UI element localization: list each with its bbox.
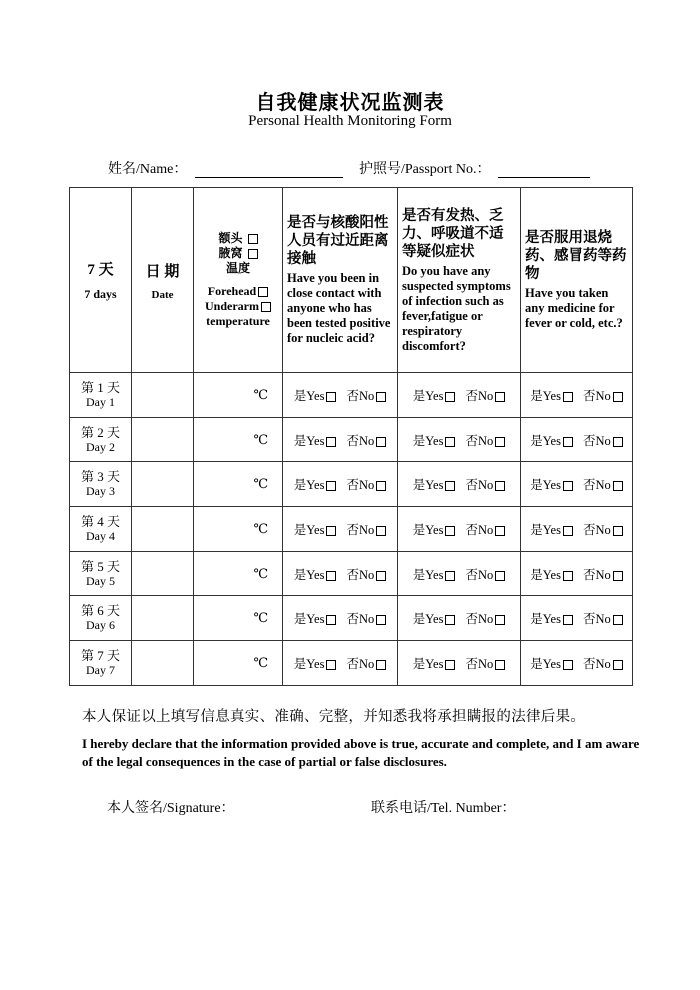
answer-medicine: 是Yes 否No: [521, 596, 633, 641]
date-cell[interactable]: [132, 641, 194, 686]
temperature-cell[interactable]: [194, 551, 283, 596]
no-checkbox[interactable]: [495, 526, 505, 536]
answer-contact: 是Yes 否No: [283, 417, 398, 462]
table-row: [70, 373, 633, 418]
yes-checkbox[interactable]: [445, 392, 455, 402]
no-checkbox[interactable]: [376, 392, 386, 402]
tel-label: 联系电话/Tel. Number：: [371, 801, 516, 816]
yes-checkbox[interactable]: [563, 660, 573, 670]
celsius-unit: ℃: [253, 610, 268, 626]
no-checkbox[interactable]: [613, 571, 623, 581]
date-cell[interactable]: [132, 462, 194, 507]
passport-label: 护照号/Passport No.：: [359, 162, 491, 177]
answer-contact: 是Yes 否No: [283, 596, 398, 641]
table-row: [70, 462, 633, 507]
day-label: 第 3 天 Day 3: [70, 462, 132, 507]
answer-medicine: 是Yes 否No: [521, 507, 633, 552]
yes-checkbox[interactable]: [563, 571, 573, 581]
header-temperature: 额头 腋窝 温度 Forehead Underarm temperature: [194, 188, 283, 373]
no-checkbox[interactable]: [613, 526, 623, 536]
table-row: [70, 596, 633, 641]
header-question-contact: 是否与核酸阳性人员有过近距离接触 Have you been in close contact with anyone who has been tested positive for nucleic acid?: [283, 188, 398, 373]
date-cell[interactable]: [132, 596, 194, 641]
underarm-checkbox-cn[interactable]: [248, 249, 258, 259]
table-row: [70, 641, 633, 686]
no-checkbox[interactable]: [495, 615, 505, 625]
answer-symptoms: 是Yes 否No: [398, 417, 521, 462]
no-checkbox[interactable]: [376, 481, 386, 491]
declaration-cn: 本人保证以上填写信息真实、准确、完整，并知悉我将承担瞒报的法律后果。: [82, 709, 586, 725]
header-question-medicine: 是否服用退烧药、感冒药等药物 Have you taken any medicine for fever or cold, etc.?: [521, 188, 633, 373]
answer-symptoms: 是Yes 否No: [398, 462, 521, 507]
day-label: 第 6 天 Day 6: [70, 596, 132, 641]
yes-checkbox[interactable]: [326, 437, 336, 447]
day-label: 第 2 天 Day 2: [70, 417, 132, 462]
date-cell[interactable]: [132, 373, 194, 418]
answer-contact: 是Yes 否No: [283, 641, 398, 686]
no-checkbox[interactable]: [376, 615, 386, 625]
yes-checkbox[interactable]: [445, 615, 455, 625]
answer-medicine: 是Yes 否No: [521, 373, 633, 418]
yes-checkbox[interactable]: [563, 392, 573, 402]
forehead-checkbox[interactable]: [258, 287, 268, 297]
temperature-cell[interactable]: [194, 596, 283, 641]
no-checkbox[interactable]: [613, 392, 623, 402]
day-label: 第 5 天 Day 5: [70, 551, 132, 596]
no-checkbox[interactable]: [495, 437, 505, 447]
celsius-unit: ℃: [253, 565, 268, 581]
no-checkbox[interactable]: [613, 437, 623, 447]
answer-symptoms: 是Yes 否No: [398, 641, 521, 686]
no-checkbox[interactable]: [495, 481, 505, 491]
passport-field: [359, 158, 590, 178]
temperature-cell[interactable]: [194, 507, 283, 552]
name-label: 姓名/Name：: [108, 162, 188, 177]
table-header-row: [70, 188, 633, 373]
yes-checkbox[interactable]: [326, 392, 336, 402]
no-checkbox[interactable]: [495, 660, 505, 670]
yes-checkbox[interactable]: [445, 437, 455, 447]
answer-medicine: 是Yes 否No: [521, 417, 633, 462]
answer-contact: 是Yes 否No: [283, 551, 398, 596]
day-label: 第 1 天 Day 1: [70, 373, 132, 418]
passport-input-line[interactable]: [498, 163, 590, 178]
answer-contact: 是Yes 否No: [283, 462, 398, 507]
celsius-unit: ℃: [253, 431, 268, 447]
celsius-unit: ℃: [253, 520, 268, 536]
date-cell[interactable]: [132, 507, 194, 552]
date-cell[interactable]: [132, 417, 194, 462]
temperature-cell[interactable]: [194, 373, 283, 418]
answer-symptoms: 是Yes 否No: [398, 551, 521, 596]
answer-symptoms: 是Yes 否No: [398, 373, 521, 418]
name-input-line[interactable]: [195, 163, 343, 178]
yes-checkbox[interactable]: [326, 571, 336, 581]
no-checkbox[interactable]: [376, 660, 386, 670]
day-label: 第 7 天 Day 7: [70, 641, 132, 686]
no-checkbox[interactable]: [376, 437, 386, 447]
no-checkbox[interactable]: [495, 571, 505, 581]
answer-medicine: 是Yes 否No: [521, 641, 633, 686]
answer-symptoms: 是Yes 否No: [398, 596, 521, 641]
forehead-checkbox-cn[interactable]: [248, 234, 258, 244]
answer-contact: 是Yes 否No: [283, 373, 398, 418]
table-row: [70, 417, 633, 462]
temperature-cell[interactable]: [194, 417, 283, 462]
yes-checkbox[interactable]: [563, 437, 573, 447]
header-days: 7 天 7 days: [70, 188, 132, 373]
date-cell[interactable]: [132, 551, 194, 596]
temperature-cell[interactable]: [194, 641, 283, 686]
underarm-checkbox[interactable]: [261, 302, 271, 312]
table-row: [70, 507, 633, 552]
answer-medicine: 是Yes 否No: [521, 462, 633, 507]
table-row: [70, 551, 633, 596]
day-label: 第 4 天 Day 4: [70, 507, 132, 552]
header-question-symptoms: 是否有发热、乏力、呼吸道不适等疑似症状 Do you have any suspected symptoms of infection such as fever,fatigue or respiratory discomfort?: [398, 188, 521, 373]
temperature-cell[interactable]: [194, 462, 283, 507]
celsius-unit: ℃: [253, 476, 268, 492]
no-checkbox[interactable]: [376, 571, 386, 581]
yes-checkbox[interactable]: [326, 660, 336, 670]
yes-checkbox[interactable]: [445, 526, 455, 536]
answer-medicine: 是Yes 否No: [521, 551, 633, 596]
yes-checkbox[interactable]: [563, 481, 573, 491]
answer-symptoms: 是Yes 否No: [398, 507, 521, 552]
answer-contact: 是Yes 否No: [283, 507, 398, 552]
celsius-unit: ℃: [253, 386, 268, 402]
name-field: [108, 158, 343, 178]
yes-checkbox[interactable]: [445, 481, 455, 491]
yes-checkbox[interactable]: [326, 526, 336, 536]
yes-checkbox[interactable]: [445, 571, 455, 581]
page-title-cn: 自我健康状况监测表: [255, 92, 445, 114]
yes-checkbox[interactable]: [445, 660, 455, 670]
declaration-en: I hereby declare that the information provided above is true, accurate and complete, and I am aware of the legal consequences in the case of partial or false disclosures.: [82, 736, 640, 769]
yes-checkbox[interactable]: [563, 615, 573, 625]
no-checkbox[interactable]: [376, 526, 386, 536]
signature-label: 本人签名/Signature：: [107, 801, 235, 816]
yes-checkbox[interactable]: [326, 615, 336, 625]
no-checkbox[interactable]: [613, 660, 623, 670]
no-checkbox[interactable]: [613, 481, 623, 491]
no-checkbox[interactable]: [613, 615, 623, 625]
no-checkbox[interactable]: [495, 392, 505, 402]
celsius-unit: ℃: [253, 654, 268, 670]
yes-checkbox[interactable]: [326, 481, 336, 491]
yes-checkbox[interactable]: [563, 526, 573, 536]
monitoring-table: [69, 187, 633, 686]
header-date: 日 期 Date: [132, 188, 194, 373]
page-title-en: Personal Health Monitoring Form: [248, 113, 452, 129]
